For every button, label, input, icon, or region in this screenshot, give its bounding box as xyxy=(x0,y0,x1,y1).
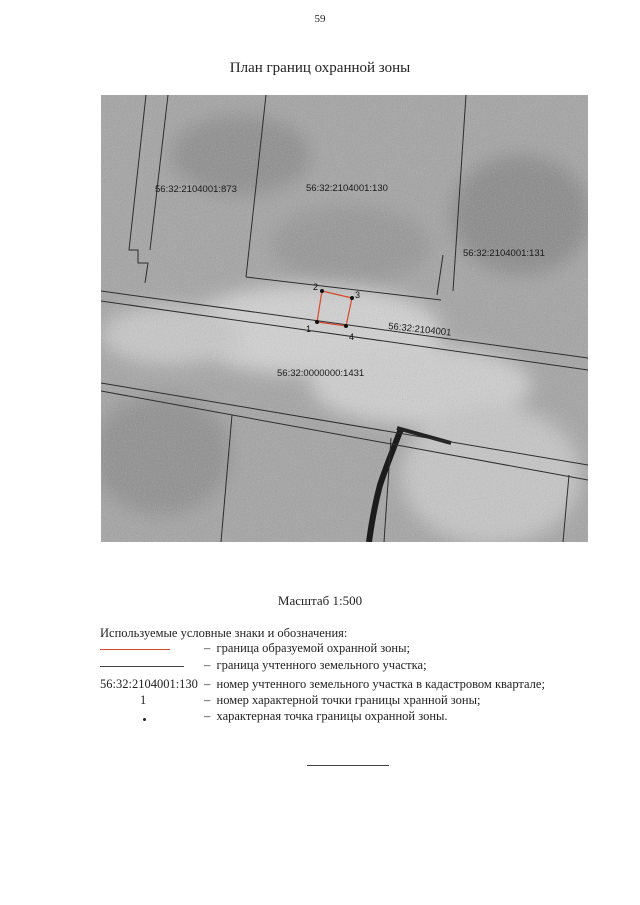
parcel-label-131: 56:32:2104001:131 xyxy=(463,248,545,259)
cadastral-map[interactable] xyxy=(101,95,588,542)
page-title: План границ охранной зоны xyxy=(229,60,411,76)
parcel-label-130: 56:32:2104001:130 xyxy=(306,183,388,194)
red-line-symbol xyxy=(100,649,170,650)
legend-text-point: – характерная точка границы охранной зоны. xyxy=(204,709,448,723)
scale-label: Масштаб 1:500 xyxy=(277,593,363,608)
map-frame[interactable] xyxy=(101,95,588,542)
point-1-label: 1 xyxy=(306,324,312,334)
legend-text-parcel: – граница учтенного земельного участка; xyxy=(204,658,427,672)
point-1-dot[interactable] xyxy=(315,320,319,324)
dot-symbol xyxy=(143,718,146,721)
legend-text-number: – номер учтенного земельного участка в кадастровом квартале; xyxy=(204,677,545,691)
parcel-label-873: 56:32:2104001:873 xyxy=(155,184,237,195)
legend-symbol-number: 56:32:2104001:130 xyxy=(100,677,198,691)
point-3-dot[interactable] xyxy=(350,296,354,300)
imagery-grain xyxy=(101,95,588,542)
quarter-label: 56:32:2104001 xyxy=(387,321,452,339)
point-4-label: 4 xyxy=(349,332,355,342)
legend-text-zone: – граница образуемой охранной зоны; xyxy=(204,641,410,655)
parcel-label-1431: 56:32:0000000:1431 xyxy=(277,368,365,379)
point-2-dot[interactable] xyxy=(320,289,324,293)
legend-symbol-point-number xyxy=(100,693,210,709)
legend-symbol-point xyxy=(100,709,210,725)
dark-line-symbol xyxy=(100,666,184,667)
legend-heading: Используемые условные знаки и обозначения: xyxy=(100,626,348,640)
legend-text-point-number: – номер характерной точки границы хранной зоны; xyxy=(204,693,481,707)
footer-divider xyxy=(307,765,389,766)
page-number: 59 xyxy=(314,13,326,25)
point-2-label: 2 xyxy=(313,282,319,292)
point-4-dot[interactable] xyxy=(344,324,348,328)
point-number-symbol: 1 xyxy=(140,693,147,707)
point-3-label: 3 xyxy=(355,290,361,300)
legend-symbol-parcel xyxy=(100,658,210,674)
legend-symbol-zone xyxy=(100,641,210,657)
